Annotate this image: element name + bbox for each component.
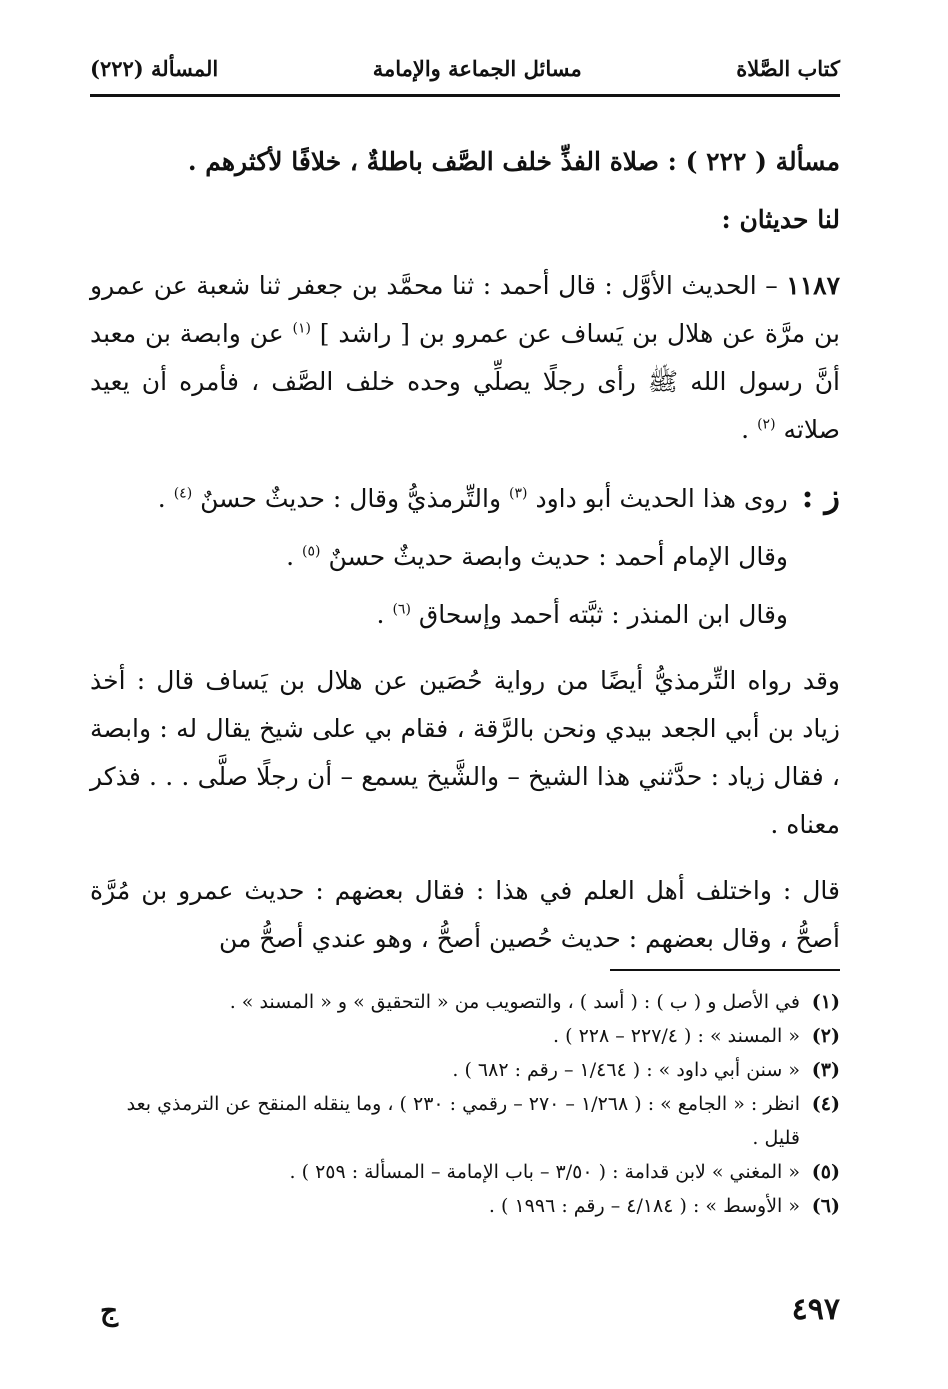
narration-end: . bbox=[157, 484, 166, 513]
hadith-paragraph bbox=[90, 262, 840, 454]
ahmad-text: وقال الإمام أحمد : حديث وابصة حديثٌ حسنٌ bbox=[328, 542, 788, 571]
footnote-ref-1[interactable]: (١) bbox=[292, 320, 311, 337]
footnote-ref-6[interactable]: (٦) bbox=[392, 601, 411, 618]
footnote-ref-3[interactable]: (٣) bbox=[509, 485, 528, 502]
signature-letter: ج bbox=[100, 1294, 119, 1327]
footnote-number: (٢) bbox=[811, 1025, 840, 1047]
footnotes bbox=[90, 985, 840, 1223]
issue-statement-text: مسألة ( ٢٢٢ ) : صلاة الفذِّ خلف الصَّف باطلةٌ ، خلافًا لأكثرهم . bbox=[187, 147, 840, 176]
footnote-text: في الأصل و ( ب ) : ( أسد ) ، والتصويب من « التحقيق » و « المسند » . bbox=[229, 991, 800, 1013]
footnote-text: « المسند » : ( ٢٢٧/٤ – ٢٢٨ ) . bbox=[553, 1025, 800, 1047]
zay-marker: ز : bbox=[801, 477, 840, 515]
footnote-1 bbox=[90, 985, 840, 1019]
footnote-5 bbox=[90, 1155, 840, 1189]
footnote-number: (٥) bbox=[811, 1161, 840, 1183]
header-book-title: كتاب الصَّلاة bbox=[736, 55, 840, 81]
footnote-ref-5[interactable]: (٥) bbox=[302, 543, 321, 560]
evidence-intro bbox=[90, 196, 840, 244]
hadith-number: ١١٨٧ bbox=[786, 271, 840, 300]
header-issue-number: المسألة (٢٢٢) bbox=[90, 55, 219, 81]
ahmad-paragraph bbox=[90, 533, 840, 581]
footnote-divider bbox=[610, 969, 840, 971]
footnote-4 bbox=[90, 1087, 840, 1155]
main-text bbox=[90, 138, 840, 981]
footnote-number: (٤) bbox=[811, 1093, 840, 1115]
hadith-text-part2: عن وابصة بن معبد أنَّ رسول الله ﷺ رأى رجلًا يصلِّي وحده خلف الصَّف ، فأمره أن يعيد صلاته bbox=[90, 319, 840, 444]
ahmad-end: . bbox=[286, 542, 295, 571]
narration-text-part1: روى هذا الحديث أبو داود bbox=[535, 484, 788, 513]
narration-text-part2: والتِّرمذيُّ وقال : حديثٌ حسنٌ bbox=[200, 484, 502, 513]
footnote-ref-2[interactable]: (٢) bbox=[757, 416, 776, 433]
issue-statement bbox=[90, 138, 840, 186]
footnote-2 bbox=[90, 1019, 840, 1053]
tirmidhi-text: وقد رواه التِّرمذيُّ أيضًا من رواية حُصَين عن هلال بن يَساف قال : أخذ زياد بن أبي الجعد بيدي ونحن بالرَّقة ، فقام بي على شيخ يقال له : وابصة ، فقال زياد : حدَّثني هذا الشيخ – والشَّيخ يسمع – أن رجلًا صلَّى . . . فذكر معناه . bbox=[90, 666, 840, 839]
footnote-ref-4[interactable]: (٤) bbox=[173, 485, 193, 502]
disagreement-text: قال : واختلف أهل العلم في هذا : فقال بعضهم : حديث عمرو بن مُرَّة أصحُّ ، وقال بعضهم : حديث حُصين أصحُّ ، وهو عندي أصحُّ من bbox=[90, 876, 840, 953]
footnote-3 bbox=[90, 1053, 840, 1087]
footnote-text: انظر : « الجامع » : ( ١/٢٦٨ – ٢٧٠ – رقمي : ٢٣٠ ) ، وما ينقله المنقح عن الترمذي بعد قليل . bbox=[126, 1093, 800, 1149]
ibn-mundhir-paragraph bbox=[90, 591, 840, 639]
hadith-end: . bbox=[741, 415, 750, 444]
tirmidhi-paragraph bbox=[90, 657, 840, 849]
evidence-intro-text: لنا حديثان : bbox=[721, 205, 840, 234]
footnote-text: « سنن أبي داود » : ( ١/٤٦٤ – رقم : ٦٨٢ ) . bbox=[452, 1059, 800, 1081]
hadith-text-part1: – الحديث الأوَّل : قال أحمد : ثنا محمَّد بن جعفر ثنا شعبة عن عمرو بن مرَّة عن هلال بن يَساف عن عمرو بن [ راشد ] bbox=[90, 271, 840, 348]
footnote-number: (١) bbox=[811, 991, 840, 1013]
footnote-6 bbox=[90, 1189, 840, 1223]
narration-paragraph bbox=[90, 472, 840, 523]
header-divider bbox=[90, 94, 840, 97]
running-header bbox=[90, 50, 840, 86]
page-number: ٤٩٧ bbox=[791, 1292, 840, 1327]
footnote-number: (٣) bbox=[811, 1059, 840, 1081]
footnote-text: « المغني » لابن قدامة : ( ٣/٥٠ – باب الإمامة – المسألة : ٢٥٩ ) . bbox=[289, 1161, 800, 1183]
footnote-number: (٦) bbox=[811, 1195, 840, 1217]
header-chapter-title: مسائل الجماعة والإمامة bbox=[372, 55, 582, 81]
footnote-text: « الأوسط » : ( ٤/١٨٤ – رقم : ١٩٩٦ ) . bbox=[488, 1195, 800, 1217]
ibn-mundhir-text: وقال ابن المنذر : ثبَّته أحمد وإسحاق bbox=[418, 600, 788, 629]
ibn-mundhir-end: . bbox=[376, 600, 385, 629]
disagreement-paragraph bbox=[90, 867, 840, 963]
